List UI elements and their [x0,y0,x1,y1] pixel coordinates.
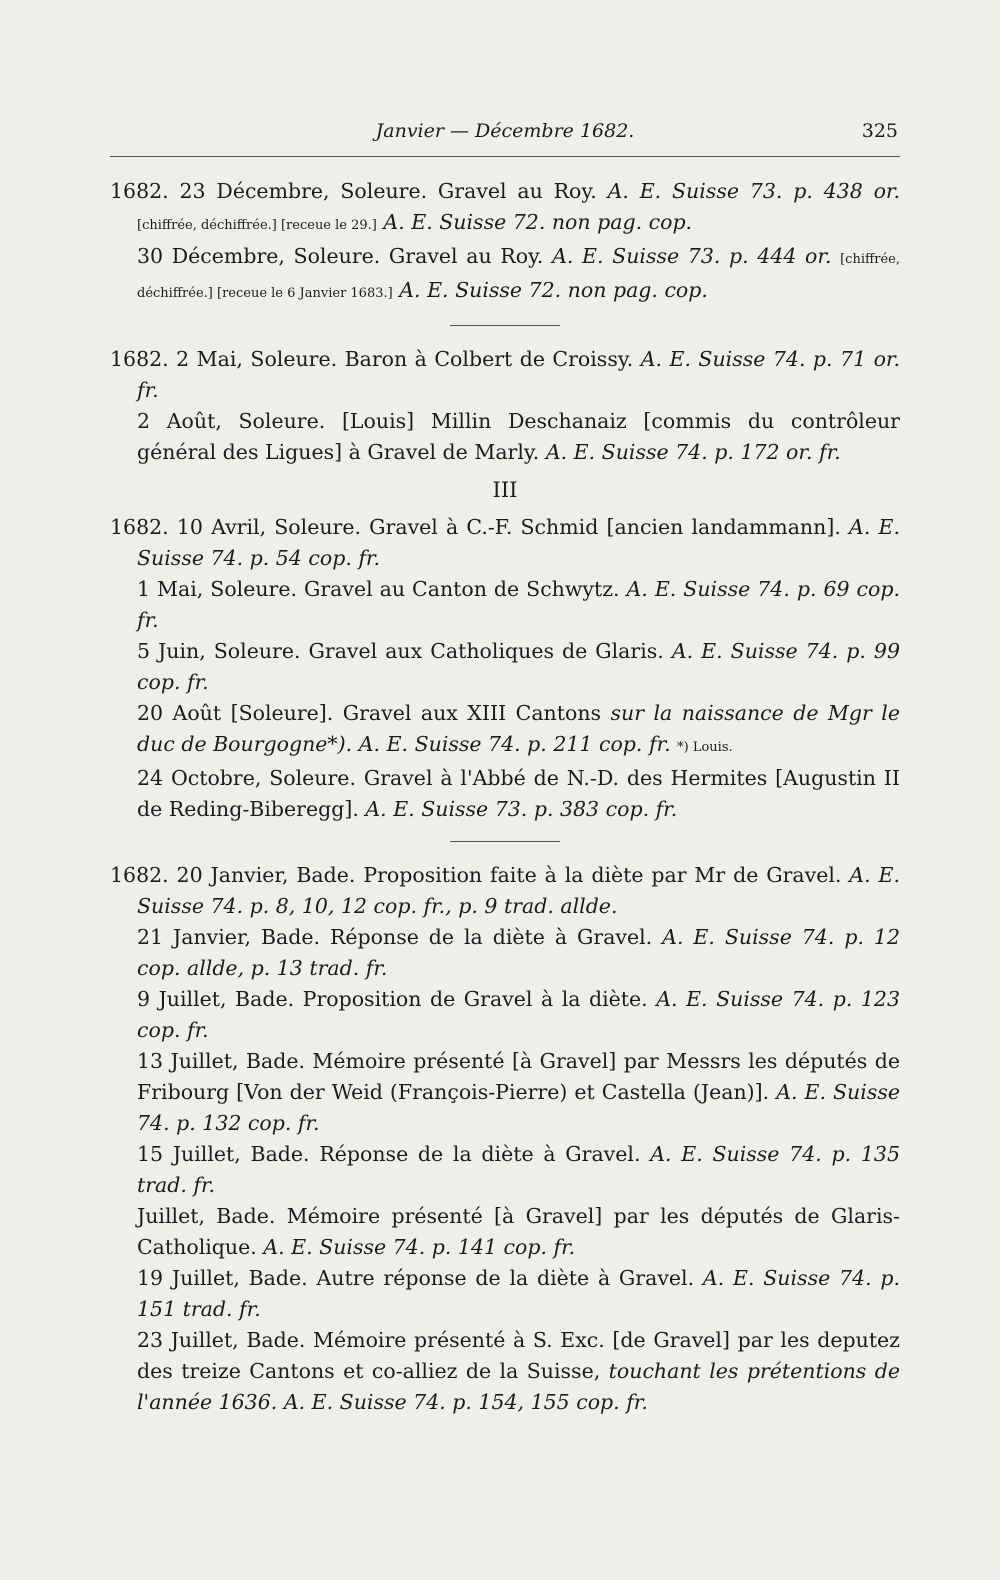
entry: 30 Décembre, Soleure. Gravel au Roy. A. E. Suisse 73. p. 444 or. [chiffrée, déchiffrée.] [receue le 6 Janvier 1683.] A. E. Suisse 72. non pag. cop. [137,244,900,302]
page-number: 325 [861,120,898,142]
separator-rule [450,841,560,842]
page-content [110,176,900,1418]
running-header [110,116,900,157]
entry: 13 Juillet, Bade. Mémoire présenté [à Gravel] par Messrs les députés de Fribourg [Von der Weid (François-Pierre) et Castella (Jean)]. A. E. Suisse 74. p. 132 cop. fr. [137,1049,900,1135]
entry: 1682. 10 Avril, Soleure. Gravel à C.-F. Schmid [ancien landammann]. A. E. Suisse 74. p. 54 cop. fr. [110,515,900,570]
entry: 1 Mai, Soleure. Gravel au Canton de Schwytz. A. E. Suisse 74. p. 69 cop. fr. [137,577,900,632]
entry: 9 Juillet, Bade. Proposition de Gravel à la diète. A. E. Suisse 74. p. 123 cop. fr. [137,987,900,1042]
entry: 24 Octobre, Soleure. Gravel à l'Abbé de N.-D. des Hermites [Augustin II de Reding-Biberegg]. A. E. Suisse 73. p. 383 cop. fr. [137,766,900,821]
entry: 1682. 23 Décembre, Soleure. Gravel au Roy. A. E. Suisse 73. p. 438 or. [chiffrée, déchiffrée.] [receue le 29.] A. E. Suisse 72. non pag. cop. [110,179,900,234]
separator-rule [450,325,560,326]
entry: 1682. 2 Mai, Soleure. Baron à Colbert de Croissy. A. E. Suisse 74. p. 71 or. fr. [110,347,900,402]
entry: 5 Juin, Soleure. Gravel aux Catholiques de Glaris. A. E. Suisse 74. p. 99 cop. fr. [137,639,900,694]
entry: 23 Juillet, Bade. Mémoire présenté à S. Exc. [de Gravel] par les deputez des treize Cantons et co-alliez de la Suisse, touchant les prétentions de l'année 1636. A. E. Suisse 74. p. 154, 155 cop. fr. [137,1328,900,1414]
entry: 2 Août, Soleure. [Louis] Millin Deschanaiz [commis du contrôleur général des Ligues] à Gravel de Marly. A. E. Suisse 74. p. 172 or. fr. [137,409,900,464]
entry: 1682. 20 Janvier, Bade. Proposition faite à la diète par Mr de Gravel. A. E. Suisse 74. p. 8, 10, 12 cop. fr., p. 9 trad. allde. [110,863,900,918]
entry: 19 Juillet, Bade. Autre réponse de la diète à Gravel. A. E. Suisse 74. p. 151 trad. fr. [137,1266,900,1321]
entry: 20 Août [Soleure]. Gravel aux XIII Cantons sur la naissance de Mgr le duc de Bourgogne*). A. E. Suisse 74. p. 211 cop. fr. *) Louis. [137,701,900,756]
entry: 21 Janvier, Bade. Réponse de la diète à Gravel. A. E. Suisse 74. p. 12 cop. allde, p. 13 trad. fr. [137,925,900,980]
section-numeral: III [492,478,518,502]
footnote: *) Louis. [677,740,733,755]
entry-group-4 [110,860,900,1418]
running-title: Janvier — Décembre 1682. [375,120,635,142]
entry: Juillet, Bade. Mémoire présenté [à Gravel] par les députés de Glaris-Catholique. A. E. Suisse 74. p. 141 cop. fr. [137,1204,900,1259]
entry-group-2 [110,344,900,468]
entry-group-1 [110,176,900,309]
entry: 15 Juillet, Bade. Réponse de la diète à Gravel. A. E. Suisse 74. p. 135 trad. fr. [137,1142,900,1197]
entry-group-3 [110,512,900,825]
